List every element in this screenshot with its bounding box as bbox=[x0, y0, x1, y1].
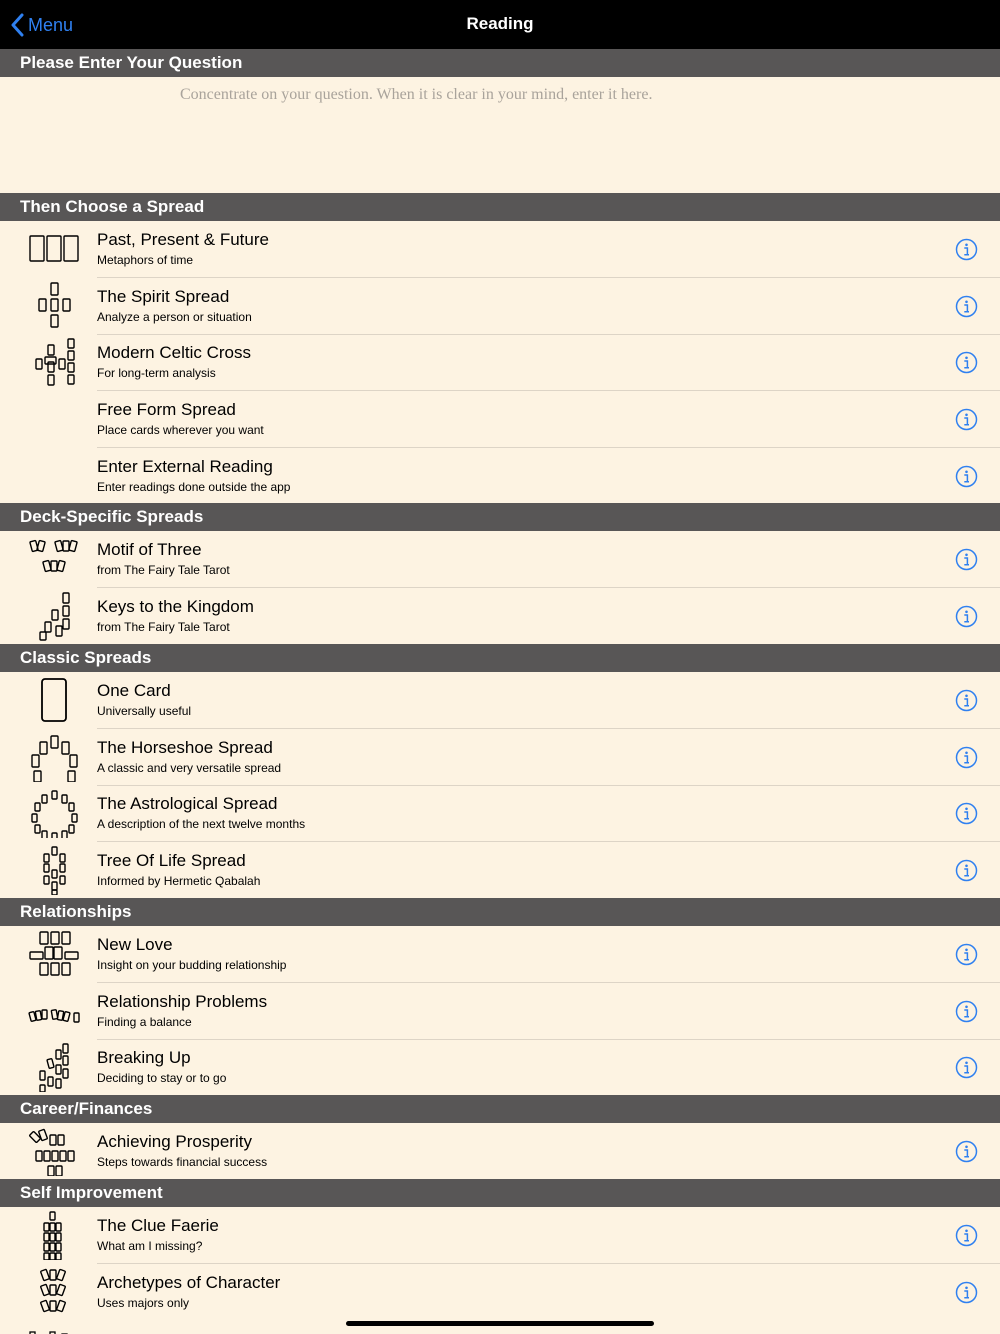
spread-subtitle: Deciding to stay or to go bbox=[97, 1071, 227, 1086]
spread-title: Breaking Up bbox=[97, 1048, 191, 1068]
spread-title: The Horseshoe Spread bbox=[97, 737, 273, 757]
spread-subtitle: A description of the next twelve months bbox=[97, 817, 306, 832]
info-icon[interactable] bbox=[955, 802, 978, 825]
spread-subtitle: Metaphors of time bbox=[97, 253, 194, 267]
spread-row-new-love[interactable] bbox=[0, 926, 1000, 983]
spread-row-breaking-up[interactable] bbox=[0, 1039, 1000, 1096]
info-icon[interactable] bbox=[955, 351, 978, 374]
info-icon[interactable] bbox=[955, 295, 978, 318]
staircase-cards-icon bbox=[26, 592, 82, 641]
back-button-label: Menu bbox=[28, 14, 74, 35]
info-icon[interactable] bbox=[955, 1140, 978, 1163]
spread-title: The Astrological Spread bbox=[97, 794, 278, 814]
section-header-self: Self Improvement bbox=[0, 1179, 1000, 1207]
spread-subtitle: For long-term analysis bbox=[97, 366, 216, 381]
spread-row-achieving-prosperity[interactable] bbox=[0, 1123, 1000, 1180]
spread-subtitle: What am I missing? bbox=[97, 1239, 203, 1253]
spread-title: Free Form Spread bbox=[97, 400, 236, 420]
grid-cards-icon bbox=[26, 930, 82, 979]
info-icon[interactable] bbox=[955, 465, 978, 488]
spread-subtitle: Uses majors only bbox=[97, 1295, 190, 1310]
page-title: Reading bbox=[466, 14, 534, 33]
info-icon[interactable] bbox=[955, 1224, 978, 1247]
spread-subtitle: Enter readings done outside the app bbox=[97, 479, 291, 494]
spread-subtitle: A classic and very versatile spread bbox=[97, 760, 282, 775]
info-icon[interactable] bbox=[955, 548, 978, 571]
spread-title: Tree Of Life Spread bbox=[97, 851, 246, 871]
spread-subtitle: Finding a balance bbox=[97, 1014, 192, 1029]
spread-row-keys-to-the-kingdom[interactable] bbox=[0, 588, 1000, 645]
section-header-classic: Classic Spreads bbox=[0, 644, 1000, 672]
cards-icon bbox=[26, 1324, 82, 1334]
spread-row-free-form-spread[interactable] bbox=[0, 391, 1000, 448]
spread-row-the-astrological-spread[interactable] bbox=[0, 785, 1000, 842]
three-cards-row-icon bbox=[26, 225, 82, 274]
question-area bbox=[0, 77, 1000, 193]
question-section-header: Please Enter Your Question bbox=[0, 49, 1000, 77]
spread-title: Keys to the Kingdom bbox=[97, 596, 254, 616]
spread-subtitle: from The Fairy Tale Tarot bbox=[97, 563, 230, 577]
spread-subtitle: from The Fairy Tale Tarot bbox=[97, 619, 230, 634]
spread-subtitle: Insight on your budding relationship bbox=[97, 958, 287, 972]
info-icon[interactable] bbox=[955, 746, 978, 769]
spread-row-the-clue-faerie[interactable] bbox=[0, 1207, 1000, 1264]
spread-title: The Spirit Spread bbox=[97, 286, 230, 306]
info-icon[interactable] bbox=[955, 1056, 978, 1079]
astrological-circle-icon bbox=[26, 789, 82, 838]
info-icon[interactable] bbox=[955, 605, 978, 628]
spread-row-archetypes-of-character[interactable] bbox=[0, 1264, 1000, 1321]
section-header-relationships: Relationships bbox=[0, 898, 1000, 926]
section-header-choose: Then Choose a Spread bbox=[0, 193, 1000, 221]
spread-title: The Clue Faerie bbox=[97, 1216, 219, 1235]
spread-row-the-horseshoe-spread[interactable] bbox=[0, 729, 1000, 786]
spread-row-modern-celtic-cross[interactable] bbox=[0, 334, 1000, 391]
spread-title: Enter External Reading bbox=[97, 456, 273, 476]
spread-subtitle: Place cards wherever you want bbox=[97, 423, 264, 438]
spread-row-the-spirit-spread[interactable] bbox=[0, 278, 1000, 335]
fanned-cards-icon bbox=[26, 535, 82, 584]
question-input[interactable] bbox=[0, 77, 1000, 193]
info-icon[interactable] bbox=[955, 408, 978, 431]
celtic-cross-icon bbox=[26, 338, 82, 387]
spread-title: One Card bbox=[97, 681, 171, 700]
spread-title: New Love bbox=[97, 935, 173, 954]
pyramid-cards-icon bbox=[26, 1127, 82, 1176]
spread-subtitle: Analyze a person or situation bbox=[97, 309, 252, 324]
spread-subtitle: Universally useful bbox=[97, 704, 192, 718]
spread-row-past-present-future[interactable] bbox=[0, 221, 1000, 278]
navigation-bar bbox=[0, 0, 1000, 49]
spread-row-motif-of-three[interactable] bbox=[0, 531, 1000, 588]
info-icon[interactable] bbox=[955, 1000, 978, 1023]
spread-row-one-card[interactable] bbox=[0, 672, 1000, 729]
info-icon[interactable] bbox=[955, 943, 978, 966]
spread-subtitle: Steps towards financial success bbox=[97, 1155, 268, 1169]
diagonal-cards-icon bbox=[26, 1043, 82, 1092]
horseshoe-icon bbox=[26, 733, 82, 782]
arc-cards-icon bbox=[26, 987, 82, 1036]
tree-of-life-icon bbox=[26, 846, 82, 895]
single-card-icon bbox=[26, 676, 82, 725]
spread-title: Achieving Prosperity bbox=[97, 1132, 252, 1151]
stacked-fans-icon bbox=[26, 1268, 82, 1317]
spread-title: Archetypes of Character bbox=[97, 1272, 281, 1292]
section-header-deck: Deck-Specific Spreads bbox=[0, 503, 1000, 531]
info-icon[interactable] bbox=[955, 238, 978, 261]
column-grid-icon bbox=[26, 1211, 82, 1260]
spread-title: Past, Present & Future bbox=[97, 230, 269, 249]
info-icon[interactable] bbox=[955, 689, 978, 712]
spread-row-enter-external-reading[interactable] bbox=[0, 448, 1000, 505]
info-icon[interactable] bbox=[955, 1281, 978, 1304]
info-icon[interactable] bbox=[955, 859, 978, 882]
spread-row-relationship-problems[interactable] bbox=[0, 983, 1000, 1040]
home-indicator bbox=[346, 1321, 654, 1326]
cross-spread-icon bbox=[26, 282, 82, 331]
spread-subtitle: Informed by Hermetic Qabalah bbox=[97, 874, 261, 889]
spread-title: Modern Celtic Cross bbox=[97, 343, 251, 363]
section-header-career: Career/Finances bbox=[0, 1095, 1000, 1123]
spread-title: Relationship Problems bbox=[97, 991, 268, 1011]
spread-row-tree-of-life-spread[interactable] bbox=[0, 842, 1000, 899]
spread-title: Motif of Three bbox=[97, 540, 202, 559]
